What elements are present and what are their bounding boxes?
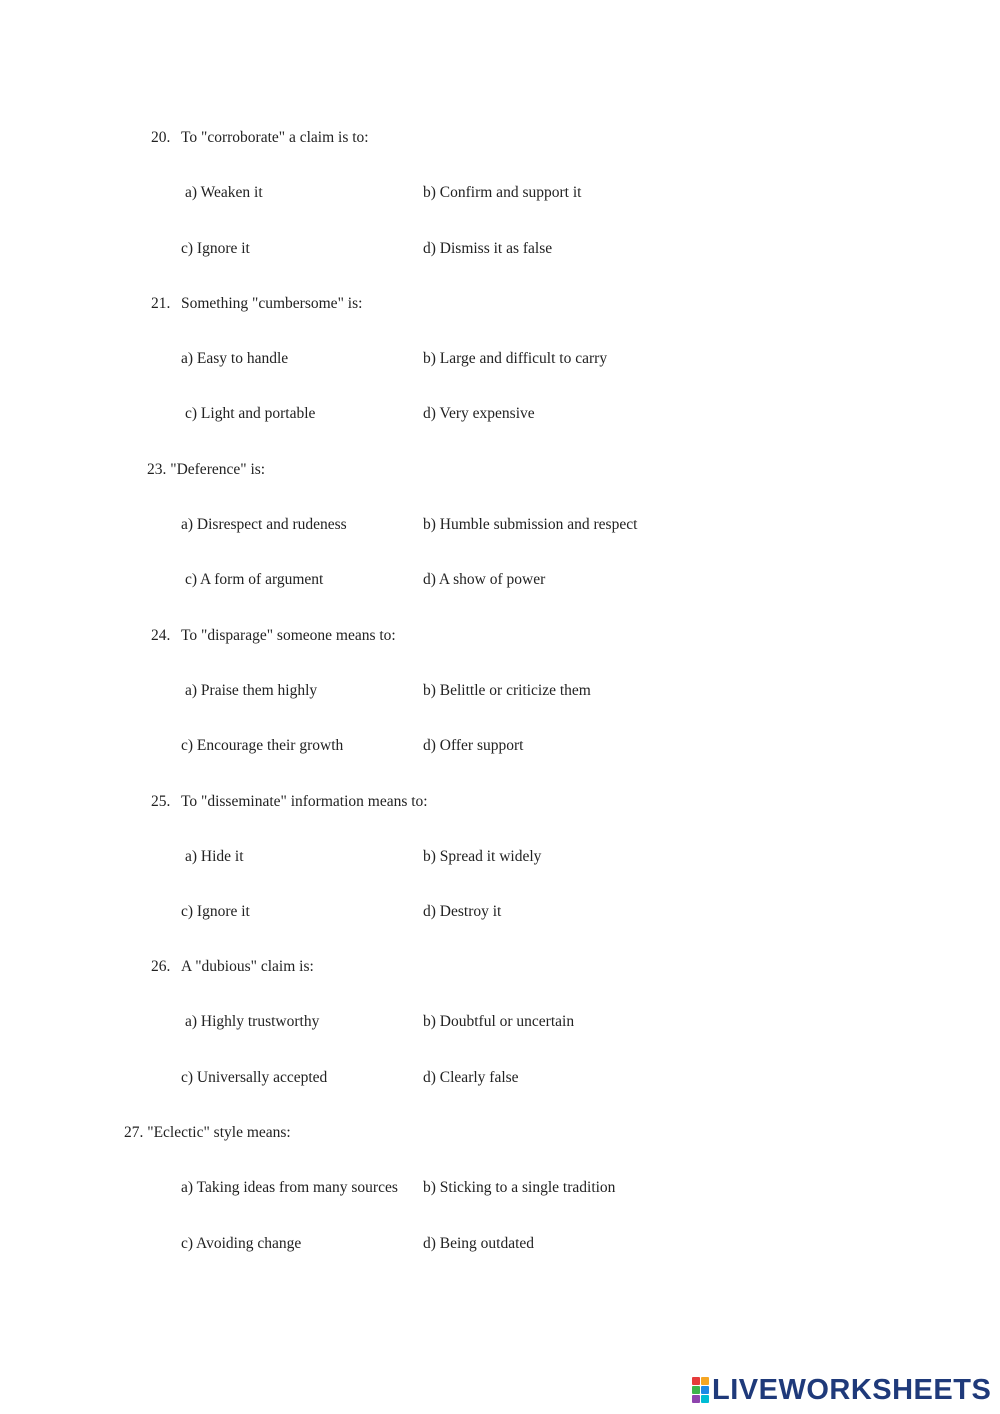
question-text: To "disparage" someone means to: [181,627,396,644]
option-a[interactable]: a) Highly trustworthy [185,1013,320,1030]
option-c[interactable]: c) Ignore it [181,240,250,257]
option-a[interactable]: a) Disrespect and rudeness [181,516,347,533]
option-c[interactable]: c) Universally accepted [181,1069,328,1086]
option-d[interactable]: d) Very expensive [423,405,535,422]
question-number: 27. [124,1124,144,1141]
option-b[interactable]: b) Large and difficult to carry [423,350,608,367]
option-c[interactable]: c) A form of argument [185,571,324,588]
question-text: To "corroborate" a claim is to: [181,129,369,146]
option-a[interactable]: a) Weaken it [185,184,263,201]
option-d[interactable]: d) Destroy it [423,903,502,920]
question-text: A "dubious" claim is: [181,958,314,975]
option-d[interactable]: d) A show of power [423,571,546,588]
question-26 [151,957,314,977]
option-b[interactable]: b) Confirm and support it [423,184,582,201]
question-27 [124,1123,291,1143]
question-23 [147,460,265,480]
question-number: 21. [151,295,171,312]
option-a[interactable]: a) Taking ideas from many sources [181,1179,398,1196]
option-b[interactable]: b) Belittle or criticize them [423,682,591,699]
option-c[interactable]: c) Ignore it [181,903,250,920]
option-d[interactable]: d) Clearly false [423,1069,519,1086]
question-text: "Eclectic" style means: [147,1124,291,1141]
question-number: 26. [151,958,171,975]
question-20 [151,128,369,148]
option-c[interactable]: c) Encourage their growth [181,737,344,754]
option-d[interactable]: d) Being outdated [423,1235,535,1252]
option-c[interactable]: c) Avoiding change [181,1235,302,1252]
option-b[interactable]: b) Doubtful or uncertain [423,1013,575,1030]
option-a[interactable]: a) Hide it [185,848,244,865]
question-25 [151,792,428,812]
option-b[interactable]: b) Spread it widely [423,848,542,865]
question-text: "Deference" is: [170,461,266,478]
option-b[interactable]: b) Sticking to a single tradition [423,1179,616,1196]
logo-blocks-icon [692,1377,709,1403]
question-21 [151,294,362,314]
option-a[interactable]: a) Praise them highly [185,682,318,699]
question-number: 20. [151,129,171,146]
question-24 [151,626,396,646]
question-number: 24. [151,627,171,644]
question-number: 23. [147,461,167,478]
option-d[interactable]: d) Offer support [423,737,524,754]
option-d[interactable]: d) Dismiss it as false [423,240,553,257]
option-a[interactable]: a) Easy to handle [181,350,289,367]
liveworksheets-logo [692,1375,991,1405]
logo-text: LIVEWORKSHEETS [712,1374,992,1406]
option-c[interactable]: c) Light and portable [185,405,316,422]
question-number: 25. [151,793,171,810]
question-text: To "disseminate" information means to: [181,793,428,810]
option-b[interactable]: b) Humble submission and respect [423,516,638,533]
question-text: Something "cumbersome" is: [181,295,363,312]
